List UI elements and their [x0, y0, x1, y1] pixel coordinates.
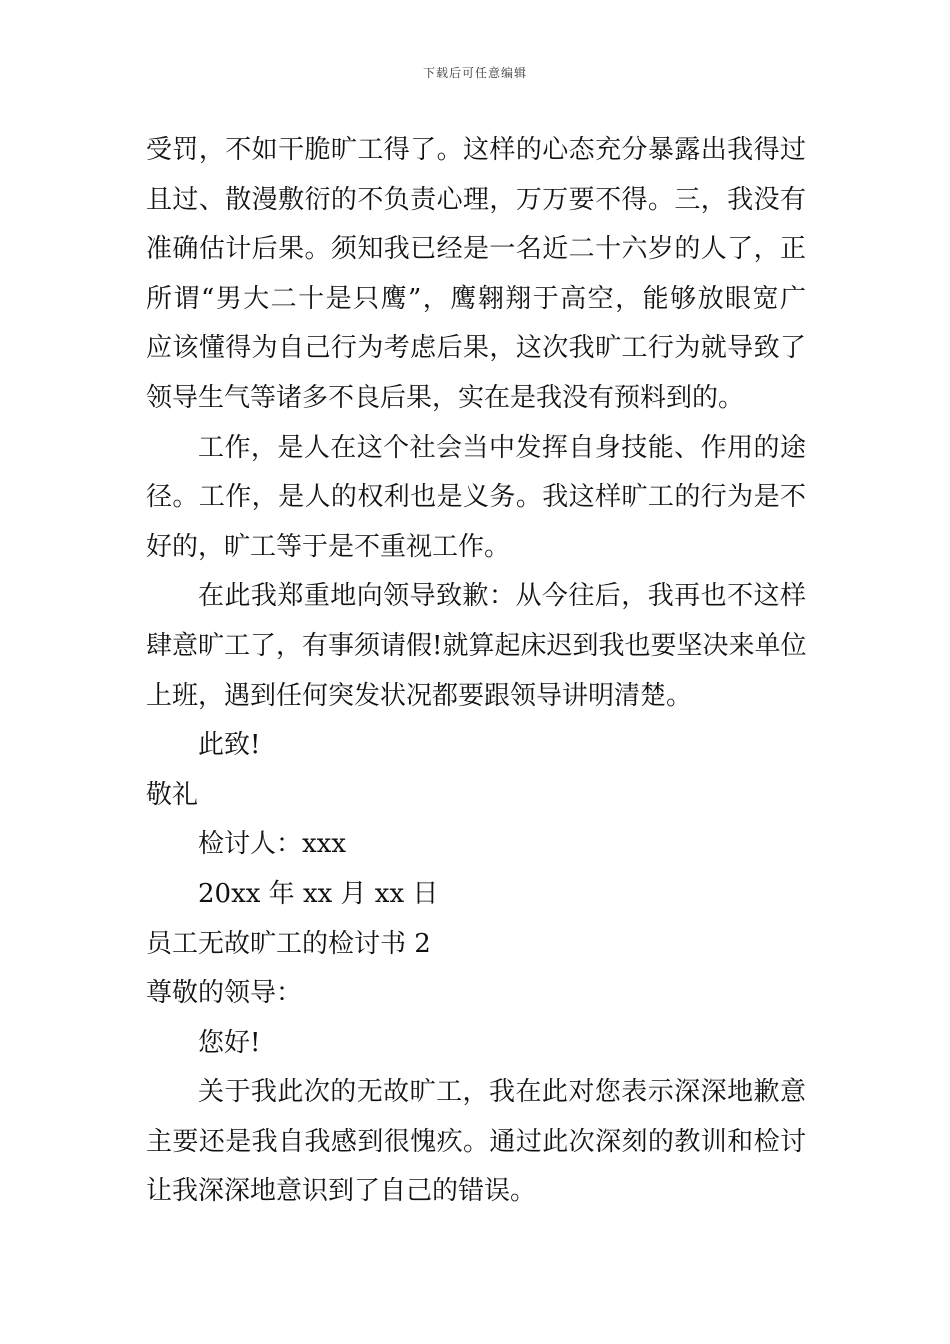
text-line: 主要还是我自我感到很愧疚。通过此次深刻的教训和检讨: [146, 1126, 806, 1157]
text-line: 且过、散漫敷衍的不负责心理，万万要不得。三，我没有: [146, 184, 806, 215]
text-line: 受罚，不如干脆旷工得了。这样的心态充分暴露出我得过: [146, 135, 806, 165]
text-line: 所谓“男大二十是只鹰”，鹰翱翔于高空，能够放眼宽广: [146, 283, 806, 314]
page-header-note: 下载后可任意编辑: [422, 66, 527, 80]
paragraph-start-line: 在此我郑重地向领导致歉：从今往后，我再也不这样: [198, 581, 806, 612]
text-line: 肆意旷工了，有事须请假!就算起床迟到我也要坚决来单位: [146, 630, 806, 661]
salutation-line: 敬礼: [146, 779, 199, 810]
text-line: 让我深深地意识到了自己的错误。: [146, 1176, 537, 1207]
signature-line: 检讨人：xxx: [198, 829, 346, 860]
greeting-line: 您好!: [198, 1027, 261, 1058]
closing-line: 此致!: [198, 730, 261, 761]
text-line: 好的，旷工等于是不重视工作。: [146, 531, 511, 562]
paragraph-start-line: 工作，是人在这个社会当中发挥自身技能、作用的途: [198, 432, 806, 463]
addressee-line: 尊敬的领导：: [146, 978, 303, 1009]
text-line: 上班，遇到任何突发状况都要跟领导讲明清楚。: [146, 680, 693, 711]
text-line: 应该懂得为自己行为考虑后果，这次我旷工行为就导致了: [146, 333, 806, 364]
text-line: 领导生气等诸多不良后果，实在是我没有预料到的。: [146, 382, 745, 413]
text-line: 径。工作，是人的权利也是义务。我这样旷工的行为是不: [146, 482, 806, 513]
date-line: 20xx 年 xx 月 xx 日: [198, 878, 439, 909]
section-title: 员工无故旷工的检讨书 2: [146, 928, 431, 959]
text-line: 准确估计后果。须知我已经是一名近二十六岁的人了，正: [146, 234, 806, 265]
paragraph-start-line: 关于我此次的无故旷工，我在此对您表示深深地歉意: [198, 1077, 806, 1108]
document-body: [146, 126, 806, 1217]
